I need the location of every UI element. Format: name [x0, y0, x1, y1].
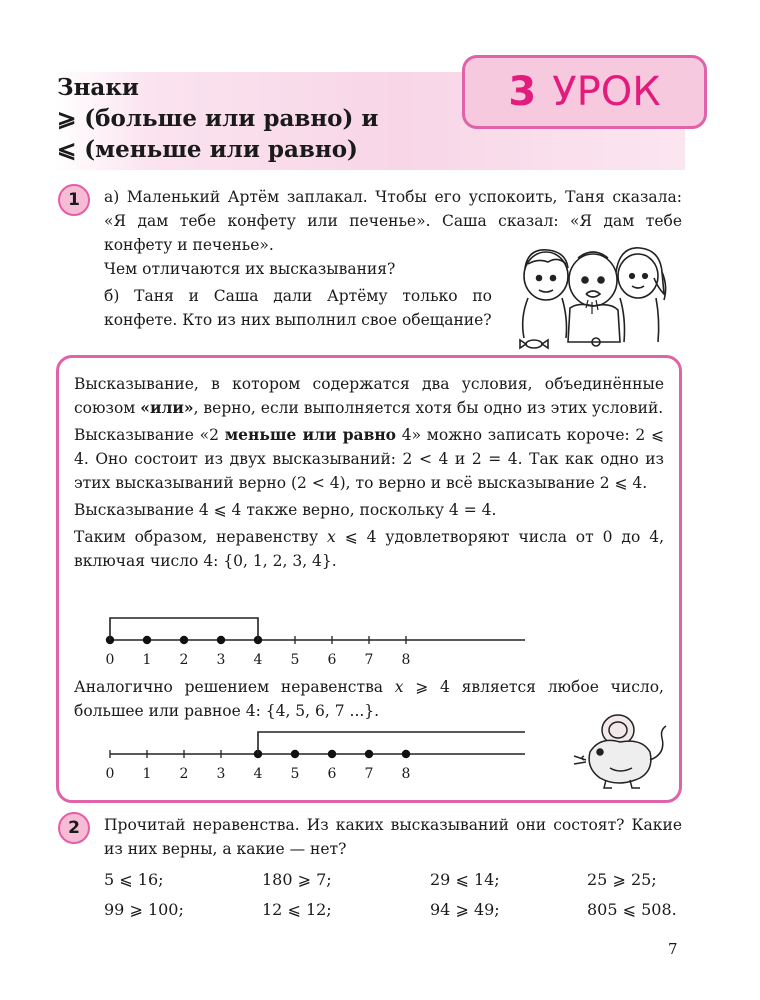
rule-p5-variable: x [394, 678, 404, 696]
task-1-number: 1 [58, 184, 90, 216]
number-line-dot [217, 636, 225, 644]
number-line-tick-label: 4 [253, 766, 263, 782]
number-line-tick-label: 5 [290, 766, 300, 782]
rule-p2-text: Высказывание «2 [74, 426, 225, 444]
task-1-part-a: а) Маленький Артём заплакал. Чтобы его успокоить, Таня сказала: «Я дам тебе конфету или печенье». Саша сказал: «Я дам тебе конфету и печенье». [104, 188, 682, 254]
task-1-part-b: б) Таня и Саша дали Артёму только по конфете. Кто из них выполнил свое обещание? [104, 287, 492, 329]
number-line-2 [90, 724, 540, 786]
number-line-dot [291, 750, 299, 758]
rule-p4-text-end: ⩽ 4 удовлетворяют числа от 0 до 4, включая число 4: {0, 1, 2, 3, 4}. [74, 528, 664, 570]
rule-p1-bold: «или» [140, 398, 194, 417]
number-line-dot [180, 636, 188, 644]
page-number: 7 [668, 940, 678, 958]
rule-paragraph-4 [74, 525, 664, 573]
rule-paragraph-3: Высказывание 4 ⩽ 4 также верно, поскольку 4 = 4. [74, 501, 497, 519]
task-2-number: 2 [58, 812, 90, 844]
number-line-tick-label: 7 [364, 766, 374, 782]
number-line-tick-label: 6 [327, 766, 337, 782]
rule-p1-text-end: , верно, если выполняется хотя бы одно из этих условий. [193, 399, 664, 417]
number-line-dot [402, 750, 410, 758]
number-line-tick-label: 3 [216, 766, 226, 782]
rule-p2-text-end: 4» можно записать короче: 2 ⩽ 4. Оно состоит из двух высказываний: 2 < 4 и 2 = 4. Так как одно из этих высказываний верно (2 < 4), то верно и всё высказывание 2 ⩽ 4. [74, 426, 664, 492]
inequality-1-4: 25 ⩾ 25; [587, 870, 657, 889]
number-line-tick-label: 1 [142, 766, 152, 782]
number-line-dot [328, 750, 336, 758]
task-2-text: Прочитай неравенства. Из каких высказываний они состоят? Какие из них верны, а какие — нет? [104, 816, 682, 858]
number-line-tick-label: 0 [105, 652, 115, 668]
rule-p2-bold: меньше или равно [224, 425, 397, 444]
number-line-tick-label: 8 [401, 652, 411, 668]
number-line-tick-label: 1 [142, 652, 152, 668]
number-line-tick-label: 2 [179, 652, 189, 668]
number-line-tick-label: 7 [364, 652, 374, 668]
rule-text [74, 372, 664, 576]
inequality-2-3: 94 ⩾ 49; [430, 900, 500, 919]
rule-p4-variable: x [327, 528, 336, 546]
inequality-1-1: 5 ⩽ 16; [104, 870, 164, 889]
lesson-number: 3 [508, 69, 537, 115]
inequality-1-2: 180 ⩾ 7; [262, 870, 332, 889]
number-line-tick-label: 4 [253, 652, 263, 668]
rule-p5-text-end: ⩾ 4 является любое число, большее или равное 4: {4, 5, 6, 7 ...}. [74, 678, 664, 720]
lesson-badge [462, 55, 707, 129]
inequality-1-3: 29 ⩽ 14; [430, 870, 500, 889]
title-line-1: Знаки [57, 74, 139, 101]
number-line-dot [143, 636, 151, 644]
title-line-3: ⩽ (меньше или равно) [57, 136, 358, 163]
number-line-tick-label: 0 [105, 766, 115, 782]
number-line-tick-label: 6 [327, 652, 337, 668]
number-line-dot [365, 750, 373, 758]
rule-p5-text: Аналогично решением неравенства [74, 678, 395, 696]
number-line-tick-label: 5 [290, 652, 300, 668]
number-line-bracket [258, 732, 525, 754]
inequality-2-2: 12 ⩽ 12; [262, 900, 332, 919]
number-line-tick-label: 2 [179, 766, 189, 782]
number-line-tick-label: 8 [401, 766, 411, 782]
children-illustration [508, 238, 678, 350]
number-line-1 [90, 610, 540, 672]
task-1-question-a: Чем отличаются их высказывания? [104, 260, 396, 278]
title-line-2: ⩾ (больше или равно) и [57, 105, 379, 132]
rule-paragraph-1 [74, 372, 664, 420]
inequality-2-1: 99 ⩾ 100; [104, 900, 184, 919]
rule-paragraph-2 [74, 423, 664, 495]
rule-p1-text: Высказывание, в котором содержатся два условия, объединённые союзом [74, 375, 664, 417]
inequality-2-4: 805 ⩽ 508. [587, 900, 677, 919]
mouse-illustration [570, 708, 670, 794]
rule-p4-text: Таким образом, неравенству [74, 528, 328, 546]
number-line-tick-label: 3 [216, 652, 226, 668]
page-title [57, 72, 487, 165]
lesson-word: УРОК [552, 69, 661, 115]
